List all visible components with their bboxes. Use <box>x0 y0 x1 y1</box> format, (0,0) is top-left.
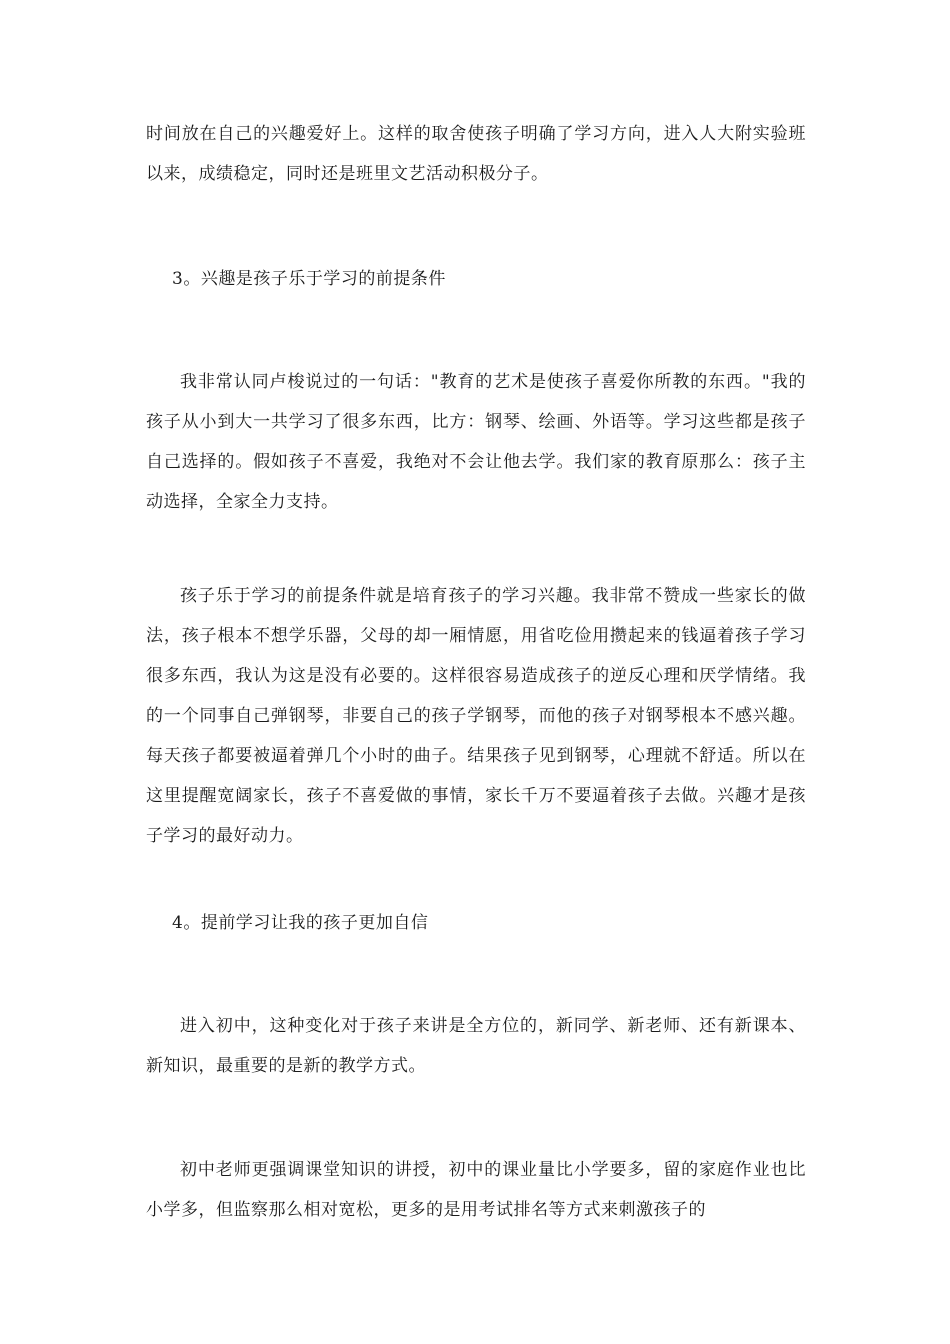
section-heading-4: 4。提前学习让我的孩子更加自信 <box>172 913 429 933</box>
paragraph-junior-high-change: 进入初中，这种变化对于孩子来讲是全方位的，新同学、新老师、还有新课本、新知识，最重要的是新的教学方式。 <box>146 1016 806 1076</box>
paragraph-teaching-style: 初中老师更强调课堂知识的讲授，初中的课业量比小学要多，留的家庭作业也比小学多，但监察那么相对宽松，更多的是用考试排名等方式来刺激孩子的 <box>146 1160 806 1220</box>
paragraph-continuation: 时间放在自己的兴趣爱好上。这样的取舍使孩子明确了学习方向，进入人大附实验班以来，成绩稳定，同时还是班里文艺活动积极分子。 <box>146 124 806 184</box>
paragraph-interest-premise: 孩子乐于学习的前提条件就是培育孩子的学习兴趣。我非常不赞成一些家长的做法，孩子根本不想学乐器，父母的却一厢情愿，用省吃俭用攒起来的钱逼着孩子学习很多东西，我认为这是没有必要的。这样很容易造成孩子的逆反心理和厌学情绪。我的一个同事自己弹钢琴，非要自己的孩子学钢琴，而他的孩子对钢琴根本不感兴趣。每天孩子都要被逼着弹几个小时的曲子。结果孩子见到钢琴，心理就不舒适。所以在这里提醒宽阔家长，孩子不喜爱做的事情，家长千万不要逼着孩子去做。兴趣才是孩子学习的最好动力。 <box>146 586 806 846</box>
section-heading-3: 3。兴趣是孩子乐于学习的前提条件 <box>172 269 446 289</box>
paragraph-rousseau-quote: 我非常认同卢梭说过的一句话："教育的艺术是使孩子喜爱你所教的东西。"我的孩子从小到大一共学习了很多东西，比方：钢琴、绘画、外语等。学习这些都是孩子自己选择的。假如孩子不喜爱，我绝对不会让他去学。我们家的教育原那么：孩子主动选择，全家全力支持。 <box>146 372 806 512</box>
